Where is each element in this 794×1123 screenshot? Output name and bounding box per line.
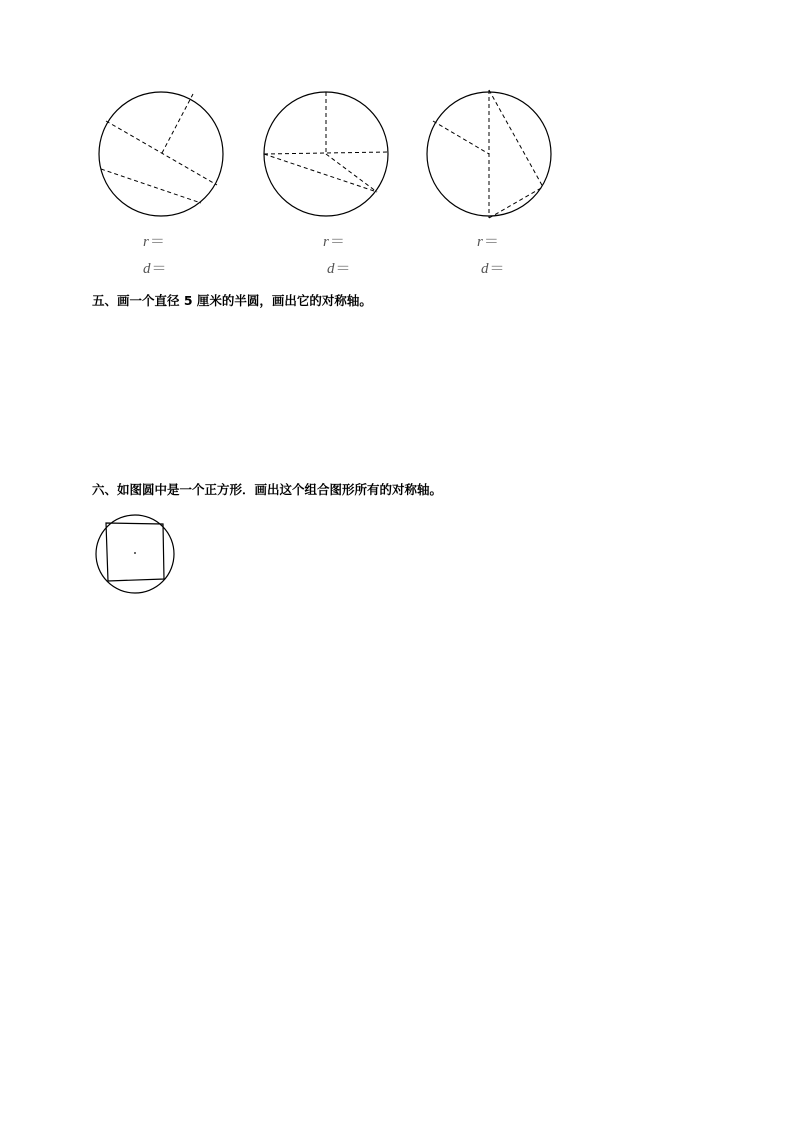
dashed-chord (489, 187, 543, 218)
square-in-circle-figure (93, 511, 179, 597)
dashed-chord (106, 121, 217, 185)
diameter-label-1: d＝ (143, 261, 168, 277)
inscribed-square (106, 523, 164, 581)
diameter-label-2: d＝ (327, 261, 352, 277)
dashed-chord (101, 169, 201, 203)
radius-label-2: r＝ (323, 234, 346, 250)
question-6: 六、如图圆中是一个正方形．画出这个组合图形所有的对称轴。 (92, 482, 443, 497)
dashed-chord (489, 90, 543, 187)
dashed-radius (326, 154, 377, 192)
circle-figure-1 (96, 84, 228, 224)
radius-label-1: r＝ (143, 234, 166, 250)
dashed-diameter (264, 152, 388, 154)
diameter-label-3: d＝ (481, 261, 506, 277)
radius-label-3: r＝ (477, 234, 500, 250)
dashed-radius (162, 94, 193, 153)
center-dot (134, 552, 136, 554)
dashed-chord (264, 154, 377, 192)
dashed-radius (433, 121, 489, 154)
circle-figure-2 (261, 84, 393, 224)
circle-outline (99, 92, 223, 216)
question-5: 五、画一个直径 5 厘米的半圆，画出它的对称轴。 (92, 293, 372, 308)
circle-figure-3 (424, 84, 556, 224)
